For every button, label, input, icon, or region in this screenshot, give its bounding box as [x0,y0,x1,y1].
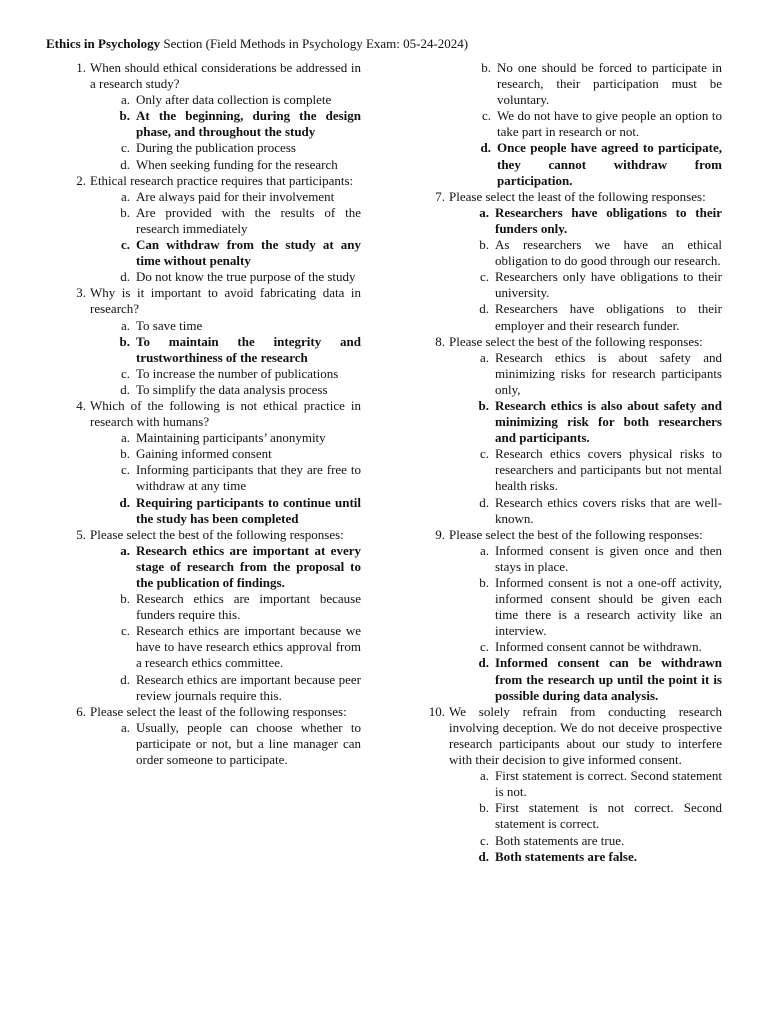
answer-options [449,350,722,527]
option-text: Both statements are false. [495,848,638,864]
option-text: Research ethics is also about safety and minimizing risk for both researchers and participants. [495,397,722,446]
answer-option [481,60,722,108]
option-letter: c. [120,623,130,639]
option-text: Maintaining participants’ anonymity [136,430,326,446]
answer-option-correct [119,108,361,140]
page-title [46,36,468,52]
answer-option [120,188,361,205]
question-number: 8. [435,333,445,349]
option-text: Only after data collection is complete [136,92,332,108]
answer-option [481,108,722,140]
option-text: To save time [136,317,203,333]
answer-option [120,462,361,494]
question-item [64,285,361,398]
answer-option [120,140,361,156]
answer-option [120,591,361,623]
answer-option [479,542,722,575]
question-text: Please select the best of the following responses: [90,526,344,542]
answer-option [479,237,722,269]
option-text: Requiring participants to continue until the study has been completed [136,494,361,526]
answer-option-correct [120,237,361,269]
answer-option-correct [478,848,722,865]
answer-option [479,832,722,849]
option-text: To simplify the data analysis process [136,381,328,397]
answer-option [479,349,722,398]
answer-option [479,269,722,301]
option-letter: c. [479,269,489,285]
answer-options [449,543,722,704]
answer-option [479,575,722,639]
answer-option [120,623,361,671]
option-text: During the publication process [136,140,296,156]
option-letter: b. [119,333,130,349]
option-letter: a. [120,188,130,204]
option-text: Informed consent can be withdrawn from the research up until the point it is possible during data analysis. [495,655,722,703]
question-item [64,173,361,286]
option-letter: c. [120,140,130,156]
option-letter: b. [120,591,130,607]
option-letter: d. [120,381,130,397]
option-letter: b. [478,397,489,413]
option-letter: c. [481,108,491,124]
answer-option [120,156,361,173]
option-text: Informed consent is not a one-off activity, informed consent should be given each time there is a research activity like an interview. [495,575,722,639]
option-text: Informing participants that they are free to withdraw at any time [136,462,361,494]
option-letter: d. [120,156,130,172]
option-text: Researchers only have obligations to their university. [495,269,722,301]
option-text: To increase the number of publications [136,365,339,381]
question-number: 10. [428,703,445,719]
option-text: Both statements are true. [495,832,625,848]
option-letter: a. [120,317,130,333]
option-letter: a. [120,719,130,735]
option-letter: b. [481,60,491,75]
option-text: Gaining informed consent [136,446,272,462]
option-text: When seeking funding for the research [136,156,338,172]
answer-option [479,639,722,655]
answer-option [479,446,722,494]
question-list [64,60,361,768]
question-item [64,398,361,527]
answer-option-correct [480,140,722,188]
answer-options [449,768,722,865]
option-letter: c. [479,446,489,462]
question-number: 7. [435,188,445,204]
option-text: Researchers have obligations to their employer and their research funder. [495,301,722,333]
question-text: Please select the least of the following responses: [90,703,347,719]
option-letter: a. [479,204,489,220]
answer-option [120,671,361,704]
answer-options [90,543,361,704]
answer-option [120,365,361,382]
option-letter: b. [479,237,489,253]
option-text: Research ethics are important because peer review journals require this. [136,671,361,703]
answer-option-correct [478,397,722,446]
option-letter: c. [120,237,130,253]
question-number: 4. [76,397,86,413]
answer-options [449,205,722,334]
option-text: Informed consent cannot be withdrawn. [495,639,702,655]
option-text: First statement is not correct. Second statement is correct. [495,800,722,832]
continued-answer-options [423,60,722,189]
answer-option [120,269,361,285]
option-text: Research ethics are important because funders require this. [136,591,361,623]
option-text: As researchers we have an ethical obligation to do good through our research. [495,237,722,269]
question-number: 1. [76,60,86,75]
answer-option [120,381,361,398]
answer-option [479,301,722,333]
question-item [423,704,722,865]
question-text: Please select the least of the following responses: [449,188,706,204]
question-item [64,704,361,768]
question-item [64,527,361,704]
question-text: Please select the best of the following responses: [449,333,703,349]
option-text: We do not have to give people an option to take part in research or not. [497,108,722,140]
answer-option [120,430,361,446]
option-text: Once people have agreed to participate, they cannot withdraw from participation. [497,140,722,188]
option-letter: c. [120,462,130,478]
option-letter: c. [479,639,489,655]
right-column [423,60,722,865]
answer-options [90,430,361,527]
question-list [423,189,722,865]
question-text: Ethical research practice requires that participants: [90,172,354,188]
question-item [64,60,361,173]
option-letter: b. [479,800,489,816]
option-text: Are always paid for their involvement [136,188,335,204]
answer-options [90,720,361,768]
option-letter: a. [120,542,130,558]
question-item [423,189,722,334]
option-letter: b. [119,108,130,124]
left-column [64,60,361,768]
option-text: No one should be forced to participate in research, their participation must be voluntary. [497,60,722,108]
answer-options [90,318,361,398]
question-text: Which of the following is not ethical practice in research with humans? [90,397,361,430]
option-text: Informed consent is given once and then stays in place. [495,542,722,574]
option-letter: d. [479,494,489,510]
question-text: We solely refrain from conducting research involving deception. We do not deceive prospective research participants about our study to interfere with their decision to give informed consent. [449,703,722,768]
question-item [423,527,722,704]
option-text: Research ethics are important at every stage of research from the proposal to the publication of findings. [136,542,361,590]
option-letter: d. [480,140,491,156]
question-text: When should ethical considerations be addressed in a research study? [90,60,361,92]
question-text: Why is it important to avoid fabricating data in research? [90,285,361,317]
option-letter: a. [120,430,130,446]
option-text: To maintain the integrity and trustworthiness of the research [136,333,361,365]
answer-option [479,494,722,527]
answer-options [90,189,361,286]
option-text: At the beginning, during the design phase, and throughout the study [136,108,361,140]
question-number: 6. [76,703,86,719]
answer-option-correct [479,204,722,237]
option-letter: c. [479,832,489,848]
option-letter: b. [120,204,130,220]
option-letter: c. [120,365,130,381]
answer-options [90,92,361,172]
option-letter: d. [479,301,489,317]
option-letter: d. [478,848,489,864]
question-number: 5. [76,526,86,542]
option-text: Can withdraw from the study at any time without penalty [136,237,361,269]
option-text: Research ethics covers physical risks to researchers and participants but not mental health risks. [495,446,722,494]
answer-option [120,446,361,462]
option-text: Do not know the true purpose of the study [136,269,356,285]
option-text: Researchers have obligations to their funders only. [495,204,722,236]
page-title-rest: Section (Field Methods in Psychology Exam: 05-24-2024) [160,36,469,51]
option-letter: b. [120,446,130,462]
answer-option [479,800,722,832]
option-letter: a. [479,349,489,365]
page-title-bold: Ethics in Psychology [46,36,161,51]
answer-option [120,92,361,108]
question-text: Please select the best of the following responses: [449,526,703,542]
question-number: 2. [76,172,86,188]
option-text: Research ethics are important because we have to have research ethics approval from a research ethics committee. [136,623,361,671]
option-text: Usually, people can choose whether to participate or not, but a line manager can order someone to participate. [136,719,361,768]
answer-option [120,204,361,237]
answer-option [120,317,361,334]
option-letter: a. [479,768,489,784]
option-letter: a. [120,92,130,108]
question-number: 9. [435,526,445,542]
answer-option-correct [478,655,722,703]
option-text: Are provided with the results of the research immediately [136,204,361,236]
option-letter: b. [479,575,489,590]
answer-option [120,719,361,768]
answer-option-correct [119,333,361,366]
question-number: 3. [76,285,86,301]
option-text: First statement is correct. Second statement is not. [495,768,722,800]
option-letter: d. [119,494,130,510]
option-letter: d. [120,671,130,687]
answer-option-correct [120,542,361,591]
option-text: Research ethics covers risks that are well-known. [495,494,722,526]
option-letter: a. [479,542,489,558]
option-letter: d. [120,269,130,285]
answer-option [479,768,722,800]
option-text: Research ethics is about safety and minimizing risks for research participants only, [495,349,722,397]
question-item [423,334,722,527]
option-letter: d. [478,655,489,671]
answer-option-correct [119,494,361,527]
